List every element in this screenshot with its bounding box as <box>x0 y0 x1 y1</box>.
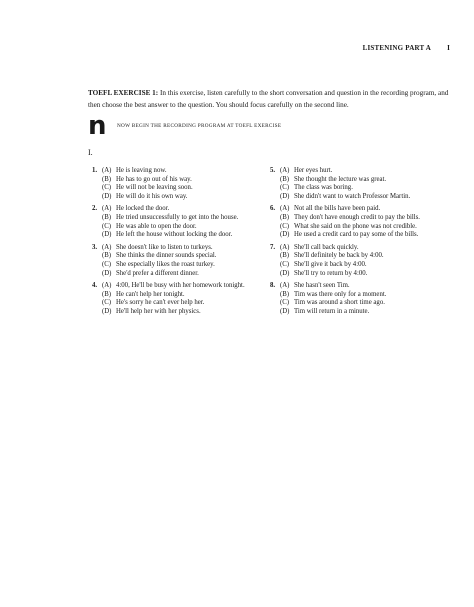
answer-option <box>270 231 440 240</box>
answer-option <box>270 205 440 214</box>
answer-option <box>92 244 250 253</box>
option-text: She'd prefer a different dinner. <box>116 269 199 277</box>
question-item <box>270 205 440 239</box>
answer-option <box>270 261 440 270</box>
option-text: He was able to open the door. <box>116 222 197 230</box>
question-number <box>92 214 102 223</box>
option-letter: (D) <box>280 192 290 200</box>
option-letter: (A) <box>280 282 290 290</box>
question-number <box>92 231 102 240</box>
question-number: 8. <box>270 282 276 290</box>
exercise-label: TOEFL EXERCISE 1: <box>88 89 159 97</box>
header-title: LISTENING PART A <box>362 44 432 52</box>
answer-option <box>270 252 440 261</box>
option-letter: (A) <box>102 282 112 290</box>
answer-option <box>270 291 440 300</box>
option-letter: (D) <box>102 192 112 200</box>
question-number <box>92 184 102 193</box>
question-number <box>270 252 280 261</box>
page-number: I <box>447 44 450 52</box>
answer-option <box>92 167 250 176</box>
question-number <box>270 299 280 308</box>
question-number <box>92 308 102 317</box>
question-number <box>270 270 280 279</box>
recording-instruction <box>88 111 448 141</box>
option-letter: (A) <box>102 243 112 251</box>
option-text: She'll definitely be back by 4:00. <box>294 252 384 260</box>
recording-marker-icon: n <box>88 111 107 141</box>
answer-option <box>92 270 250 279</box>
question-item <box>270 282 440 316</box>
option-letter: (D) <box>280 307 290 315</box>
question-number: 7. <box>270 243 276 251</box>
question-number <box>92 261 102 270</box>
question-number <box>92 299 102 308</box>
option-text: She'll give it back by 4:00. <box>294 260 367 268</box>
option-letter: (A) <box>280 243 290 251</box>
answer-option <box>92 282 250 291</box>
question-item <box>270 244 440 278</box>
answer-option <box>92 291 250 300</box>
question-item <box>92 167 250 201</box>
option-text: Tim was around a short time ago. <box>294 299 385 307</box>
question-number <box>270 291 280 300</box>
question-number: 6. <box>270 205 276 213</box>
option-text: They don't have enough credit to pay the bills. <box>294 213 420 221</box>
option-letter: (D) <box>102 231 112 239</box>
answer-option <box>270 244 440 253</box>
question-item <box>92 244 250 278</box>
option-text: She'll try to return by 4:00. <box>294 269 368 277</box>
question-number: 5. <box>270 167 276 174</box>
answer-option <box>92 214 250 223</box>
option-letter: (A) <box>102 167 112 174</box>
option-letter: (C) <box>280 222 290 230</box>
option-letter: (D) <box>102 307 112 315</box>
question-number <box>270 214 280 223</box>
option-letter: (B) <box>280 175 290 183</box>
option-letter: (C) <box>280 260 290 268</box>
option-letter: (D) <box>280 231 290 239</box>
option-text: He is leaving now. <box>116 167 167 174</box>
answer-option <box>270 270 440 279</box>
option-text: He left the house without locking the door. <box>116 231 233 239</box>
option-letter: (A) <box>102 205 112 213</box>
option-letter: (D) <box>102 269 112 277</box>
question-number <box>92 270 102 279</box>
question-number <box>92 252 102 261</box>
answer-option <box>270 308 440 317</box>
option-text: Her eyes hurt. <box>294 167 333 174</box>
section-marker: I. <box>88 148 93 157</box>
option-text: Tim will return in a minute. <box>294 307 370 315</box>
option-text: He's sorry he can't ever help her. <box>116 299 205 307</box>
question-number <box>270 308 280 317</box>
question-number <box>92 176 102 185</box>
question-column-right <box>270 167 440 321</box>
option-text: He can't help her tonight. <box>116 290 185 298</box>
answer-option <box>92 299 250 308</box>
option-text: She thought the lecture was great. <box>294 175 387 183</box>
option-text: He locked the door. <box>116 205 170 213</box>
answer-option <box>92 308 250 317</box>
answer-option <box>270 223 440 232</box>
answer-option <box>92 193 250 202</box>
option-letter: (B) <box>280 290 290 298</box>
exercise-instructions: In this exercise, listen carefully to the short conversation and question in the recording program, and then choose the best answer to the question. You should focus carefully on the second line. <box>88 89 449 109</box>
option-text: He will not be leaving soon. <box>116 184 193 192</box>
question-number <box>270 184 280 193</box>
answer-option <box>270 193 440 202</box>
question-number <box>270 193 280 202</box>
option-letter: (B) <box>102 213 112 221</box>
option-letter: (A) <box>280 205 290 213</box>
answer-option <box>270 299 440 308</box>
question-number <box>92 291 102 300</box>
question-item <box>92 282 250 316</box>
option-letter: (C) <box>102 260 112 268</box>
option-letter: (B) <box>280 213 290 221</box>
option-text: He tried unsuccessfully to get into the house. <box>116 213 239 221</box>
running-header <box>363 44 450 52</box>
question-number: 3. <box>92 243 98 251</box>
option-text: The class was boring. <box>294 184 353 192</box>
option-text: She thinks the dinner sounds special. <box>116 252 217 260</box>
answer-option <box>270 282 440 291</box>
option-text: What she said on the phone was not credible. <box>294 222 417 230</box>
option-letter: (C) <box>102 222 112 230</box>
option-letter: (C) <box>280 184 290 192</box>
option-text: He will do it his own way. <box>116 192 188 200</box>
question-number <box>270 223 280 232</box>
option-letter: (B) <box>102 290 112 298</box>
answer-option <box>270 214 440 223</box>
answer-option <box>270 176 440 185</box>
question-number <box>92 223 102 232</box>
option-text: She especially likes the roast turkey. <box>116 260 215 268</box>
option-letter: (B) <box>280 252 290 260</box>
option-text: He used a credit card to pay some of the bills. <box>294 231 419 239</box>
option-text: She hasn't seen Tim. <box>294 282 350 290</box>
answer-option <box>92 176 250 185</box>
recording-instruction-text: NOW BEGIN THE RECORDING PROGRAM AT TOEFL EXERCISE <box>117 123 282 129</box>
answer-option <box>92 231 250 240</box>
option-letter: (D) <box>280 269 290 277</box>
question-number: 2. <box>92 205 98 213</box>
answer-option <box>92 223 250 232</box>
question-number <box>270 261 280 270</box>
option-letter: (A) <box>280 167 290 174</box>
option-text: She'll call back quickly. <box>294 243 359 251</box>
answer-option <box>92 205 250 214</box>
option-letter: (C) <box>102 299 112 307</box>
answer-option <box>270 167 440 176</box>
question-number <box>92 193 102 202</box>
question-item <box>92 205 250 239</box>
answer-option <box>92 252 250 261</box>
option-text: Tim was there only for a moment. <box>294 290 387 298</box>
option-letter: (B) <box>102 175 112 183</box>
question-item <box>270 167 440 201</box>
option-text: Not all the bills have been paid. <box>294 205 381 213</box>
option-letter: (C) <box>102 184 112 192</box>
answer-option <box>270 184 440 193</box>
question-number <box>270 176 280 185</box>
option-letter: (C) <box>280 299 290 307</box>
question-number: 1. <box>92 167 98 174</box>
option-text: She doesn't like to listen to turkeys. <box>116 243 213 251</box>
option-text: He'll help her with her physics. <box>116 307 201 315</box>
question-number: 4. <box>92 282 98 290</box>
answer-option <box>92 261 250 270</box>
question-number <box>270 231 280 240</box>
option-text: She didn't want to watch Professor Martin. <box>294 192 411 200</box>
exercise-intro <box>88 88 452 111</box>
option-text: 4:00, He'll be busy with her homework tonight. <box>116 282 245 290</box>
option-letter: (B) <box>102 252 112 260</box>
option-text: He has to go out of his way. <box>116 175 192 183</box>
question-column-left <box>92 167 250 321</box>
answer-option <box>92 184 250 193</box>
